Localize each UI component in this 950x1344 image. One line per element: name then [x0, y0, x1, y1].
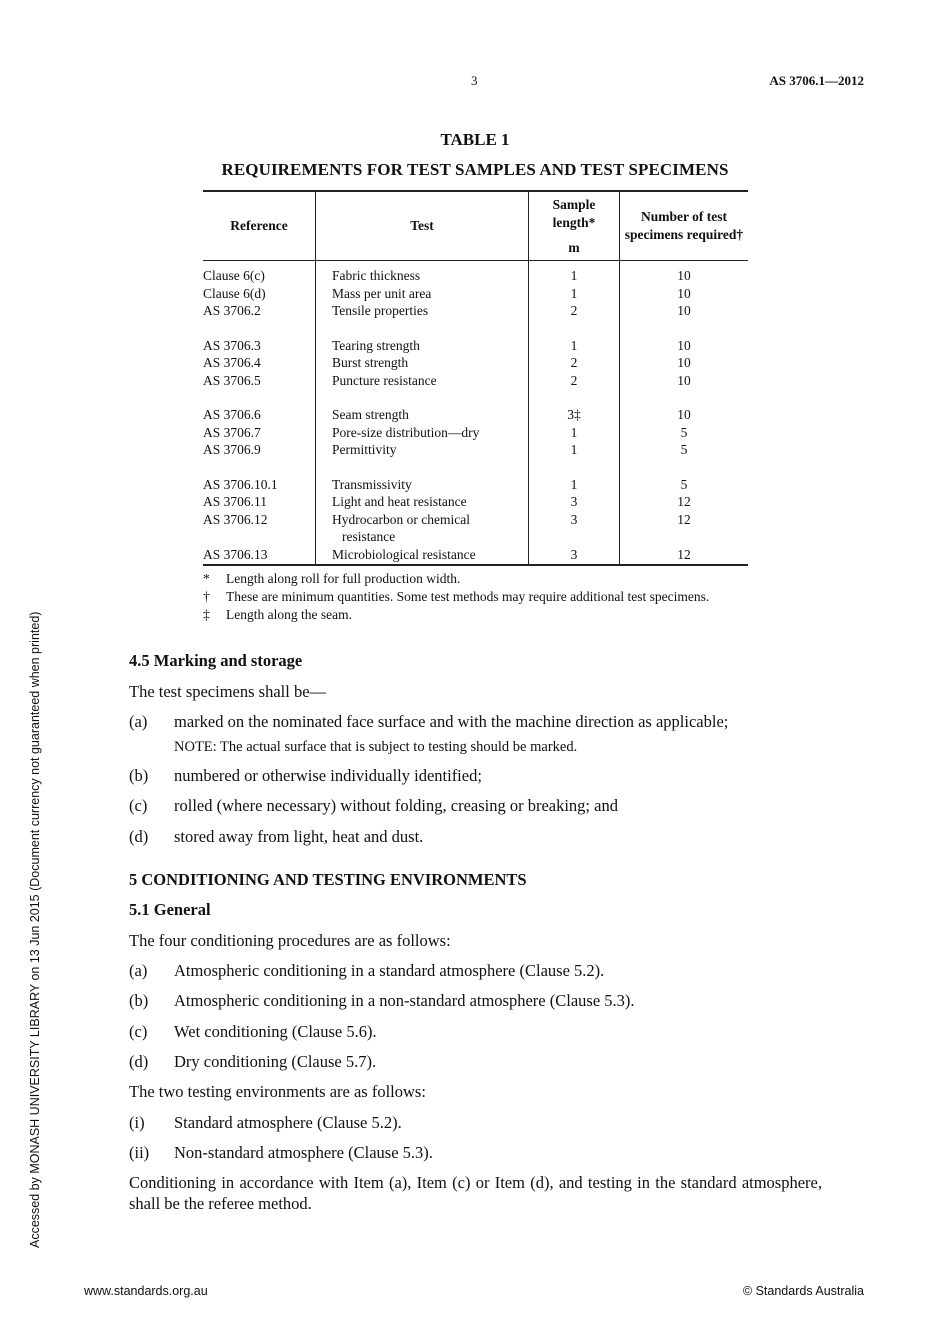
list-item [129, 1112, 822, 1133]
cell-num-specimens: 10 [620, 372, 749, 390]
list-item [129, 960, 822, 981]
list-item-text: marked on the nominated face surface and with the machine direction as applicable; [174, 712, 729, 731]
footnote [203, 606, 748, 624]
list-item-text: Standard atmosphere (Clause 5.2). [174, 1113, 402, 1132]
table-row [203, 546, 748, 566]
cell-reference: Clause 6(d) [203, 285, 266, 301]
table-row [203, 493, 748, 511]
cell-test: Microbiological resistance [316, 546, 529, 566]
page-number: 3 [471, 73, 478, 88]
cell-test: Tensile properties [316, 302, 529, 320]
cell-reference: AS 3706.5 [203, 372, 261, 388]
cell-sample-length: 3 [529, 546, 620, 566]
cell-test: Fabric thickness [316, 261, 529, 285]
cell-test: Pore-size distribution—dry [316, 424, 529, 442]
section-4-5-heading: 4.5 Marking and storage [129, 651, 303, 670]
cell-reference: Clause 6(c) [203, 268, 265, 283]
cell-test: Tearing strength [316, 320, 529, 355]
cell-num-specimens: 10 [620, 354, 749, 372]
footnote-text: Length along the seam. [226, 607, 352, 622]
cell-test: Puncture resistance [316, 372, 529, 390]
cell-sample-length: 3‡ [529, 389, 620, 424]
table-header-row [203, 191, 748, 261]
list-item-label: (ii) [129, 1143, 150, 1162]
cell-num-specimens: 12 [620, 511, 749, 546]
cell-reference: AS 3706.10.1 [203, 476, 278, 492]
col-header-sample-length [529, 191, 620, 261]
cell-num-specimens: 5 [620, 424, 749, 442]
col-header-test: Test [316, 191, 529, 261]
cell-num-specimens: 10 [620, 320, 749, 355]
referee-method-paragraph: Conditioning in accordance with Item (a), Item (c) or Item (d), and testing in the standard atmosphere, shall be the referee method. [129, 1173, 822, 1213]
list-item-text: Atmospheric conditioning in a non-standard atmosphere (Clause 5.3). [174, 991, 635, 1010]
table-row [203, 424, 748, 442]
footnote [203, 588, 748, 606]
sample-length-unit: m [568, 239, 580, 255]
table-row [203, 285, 748, 303]
cell-num-specimens: 10 [620, 389, 749, 424]
table-row [203, 354, 748, 372]
cell-test: Transmissivity [316, 459, 529, 494]
cell-reference: AS 3706.11 [203, 494, 268, 509]
cell-reference: AS 3706.13 [203, 546, 316, 566]
cell-reference: AS 3706.3 [203, 337, 261, 353]
list-item [129, 1142, 822, 1163]
cell-test-text: Hydrocarbon or chemical [332, 511, 470, 527]
section-4-5-intro: The test specimens shall be— [129, 682, 327, 701]
list-item-text: Non-standard atmosphere (Clause 5.3). [174, 1143, 433, 1162]
cell-sample-length: 1 [529, 261, 620, 285]
cell-num-specimens: 12 [620, 493, 749, 511]
cell-sample-length: 3 [529, 493, 620, 511]
list-item-text: Atmospheric conditioning in a standard atmosphere (Clause 5.2). [174, 961, 605, 980]
cell-reference: AS 3706.9 [203, 442, 261, 457]
requirements-table [203, 190, 748, 566]
table-row [203, 459, 748, 494]
footnote-mark: ‡ [203, 607, 210, 622]
section-5-1-heading: 5.1 General [129, 900, 211, 919]
cell-sample-length: 3 [529, 511, 620, 546]
cell-num-specimens: 10 [620, 285, 749, 303]
cell-reference: AS 3706.6 [203, 407, 261, 422]
cell-sample-length: 2 [529, 372, 620, 390]
cell-num-specimens: 10 [620, 261, 749, 285]
table-subtitle: REQUIREMENTS FOR TEST SAMPLES AND TEST SPECIMENS [221, 160, 729, 179]
cell-sample-length: 1 [529, 320, 620, 355]
list-item-label: (b) [129, 766, 149, 785]
table-row [203, 441, 748, 459]
col-header-num-specimens: Number of test specimens required† [620, 191, 749, 261]
cell-num-specimens: 5 [620, 441, 749, 459]
list-item [129, 1051, 822, 1072]
cell-reference: AS 3706.4 [203, 355, 261, 370]
cell-num-specimens: 12 [620, 546, 749, 566]
table-row [203, 261, 748, 285]
cell-sample-length: 1 [529, 285, 620, 303]
list-item-label: (d) [129, 827, 149, 846]
col-header-reference: Reference [203, 191, 316, 261]
standard-id: AS 3706.1—2012 [769, 73, 864, 88]
footer-copyright: © Standards Australia [742, 1284, 864, 1298]
table-title: TABLE 1 [440, 130, 510, 149]
list-item-label: (b) [129, 991, 149, 1010]
list-item-label: (c) [129, 1022, 148, 1041]
table-row [203, 372, 748, 390]
footer-website: www.standards.org.au [84, 1284, 208, 1298]
cell-test: Seam strength [316, 389, 529, 424]
table-footnotes [203, 570, 748, 624]
access-watermark: Accessed by MONASH UNIVERSITY LIBRARY on 13 Jun 2015 (Document currency not guaranteed when printed) [28, 611, 42, 1248]
sample-length-label: Sample length* [552, 196, 596, 230]
cell-reference: AS 3706.7 [203, 424, 261, 440]
footnote [203, 570, 748, 588]
list-item-text: rolled (where necessary) without folding, creasing or breaking; and [174, 796, 618, 815]
list-item [129, 711, 822, 732]
list-item [129, 1021, 822, 1042]
cell-num-specimens: 10 [620, 302, 749, 320]
footnote-text: Length along roll for full production width. [226, 571, 461, 586]
item-note: NOTE: The actual surface that is subject to testing should be marked. [174, 739, 578, 755]
list-item-text: Wet conditioning (Clause 5.6). [174, 1022, 377, 1041]
table-row [203, 389, 748, 424]
cell-sample-length: 2 [529, 302, 620, 320]
list-item-text: stored away from light, heat and dust. [174, 827, 424, 846]
cell-sample-length: 1 [529, 459, 620, 494]
cell-sample-length: 1 [529, 424, 620, 442]
cell-test: Burst strength [316, 354, 529, 372]
section-5-heading: 5 CONDITIONING AND TESTING ENVIRONMENTS [129, 870, 527, 889]
footnote-mark: † [203, 589, 210, 604]
conditioning-intro: The four conditioning procedures are as follows: [129, 931, 451, 950]
list-item-label: (a) [129, 961, 148, 980]
cell-reference: AS 3706.2 [203, 303, 261, 318]
cell-test-continuation: resistance [342, 529, 396, 544]
table-row [203, 320, 748, 355]
cell-sample-length: 1 [529, 441, 620, 459]
list-item [129, 795, 822, 816]
list-item [129, 990, 822, 1011]
list-item [129, 765, 822, 786]
list-item-label: (d) [129, 1052, 149, 1071]
list-item-text: numbered or otherwise individually identified; [174, 766, 482, 785]
table-row [203, 302, 748, 320]
testing-intro: The two testing environments are as follows: [129, 1082, 426, 1101]
list-item-label: (a) [129, 712, 148, 731]
cell-test: Permittivity [316, 441, 529, 459]
footnote-text: These are minimum quantities. Some test methods may require additional test specimens. [226, 589, 710, 604]
footnote-mark: * [203, 571, 210, 586]
list-item-text: Dry conditioning (Clause 5.7). [174, 1052, 377, 1071]
table-row [203, 511, 748, 546]
list-item-label: (c) [129, 796, 148, 815]
cell-reference: AS 3706.12 [203, 511, 268, 527]
cell-test: Light and heat resistance [316, 493, 529, 511]
list-item [129, 826, 822, 847]
cell-sample-length: 2 [529, 354, 620, 372]
cell-test: Mass per unit area [316, 285, 529, 303]
cell-test [316, 511, 529, 546]
cell-num-specimens: 5 [620, 459, 749, 494]
list-item-label: (i) [129, 1113, 145, 1132]
